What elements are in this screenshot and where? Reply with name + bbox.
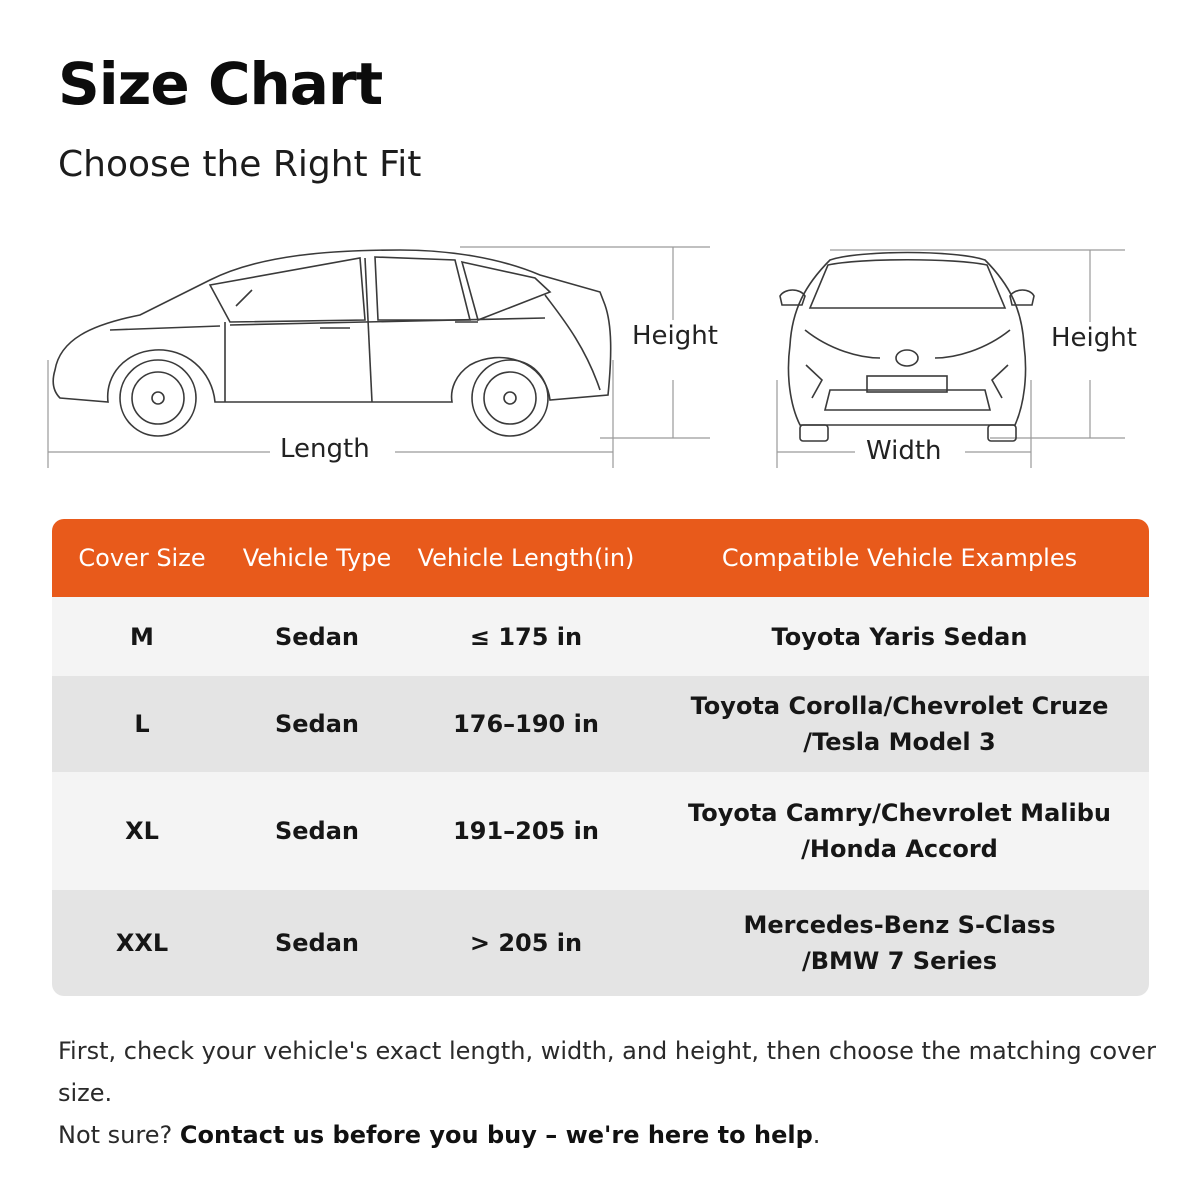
size-table [52, 519, 1149, 996]
vehicle-type-cell: Sedan [274, 710, 360, 738]
cover-size-cell: M [130, 622, 154, 651]
cover-size-cell: XXL [115, 929, 169, 957]
front-height-label: Height [1045, 323, 1143, 353]
note-line-2 [58, 1114, 1168, 1156]
example-line: Toyota Corolla/Chevrolet Cruze [690, 692, 1109, 720]
page-subtitle: Choose the Right Fit [58, 144, 422, 185]
example-line: Toyota Yaris Sedan [771, 622, 1028, 651]
vehicle-dimension-diagram [0, 230, 1200, 490]
sizing-notes [58, 1030, 1168, 1156]
vehicle-length-cell: > 205 in [469, 929, 583, 957]
header-compatible-examples: Compatible Vehicle Examples [721, 544, 1078, 572]
vehicle-type-cell: Sedan [274, 929, 360, 957]
table-row [52, 890, 1149, 996]
note-prefix: Not sure? [58, 1121, 180, 1149]
note-suffix: . [812, 1121, 821, 1149]
vehicle-length-cell: 191–205 in [453, 817, 599, 845]
vehicle-type-cell: Sedan [274, 622, 360, 651]
example-line: Mercedes-Benz S-Class [743, 911, 1056, 939]
length-label: Length [274, 434, 376, 464]
contact-us-text: Contact us before you buy – we're here to help [179, 1121, 813, 1149]
page-title: Size Chart [58, 50, 383, 118]
vehicle-type-cell: Sedan [274, 817, 360, 845]
header-vehicle-type: Vehicle Type [242, 544, 392, 572]
cover-size-cell: XL [125, 817, 159, 845]
table-row [52, 772, 1149, 890]
examples-cell [650, 688, 1149, 760]
table-row [52, 676, 1149, 772]
examples-cell [650, 907, 1149, 979]
width-label: Width [860, 436, 948, 466]
note-line-1: First, check your vehicle's exact length, width, and height, then choose the matching cover size. [58, 1037, 1156, 1107]
examples-cell [650, 619, 1149, 655]
example-line: /Honda Accord [801, 835, 998, 863]
example-line: /BMW 7 Series [801, 947, 997, 975]
side-view-car [53, 250, 611, 436]
side-height-label: Height [626, 321, 724, 351]
table-row [52, 597, 1149, 676]
vehicle-length-cell: ≤ 175 in [469, 622, 583, 651]
examples-cell [650, 795, 1149, 867]
vehicle-length-cell: 176–190 in [453, 710, 599, 738]
header-vehicle-length: Vehicle Length(in) [417, 544, 635, 572]
front-view-car [780, 253, 1034, 442]
cover-size-cell: L [134, 710, 150, 738]
example-line: /Tesla Model 3 [803, 728, 996, 756]
header-cover-size: Cover Size [78, 544, 206, 572]
table-header [52, 519, 1149, 597]
car-illustration [0, 230, 1200, 490]
example-line: Toyota Camry/Chevrolet Malibu [688, 799, 1111, 827]
